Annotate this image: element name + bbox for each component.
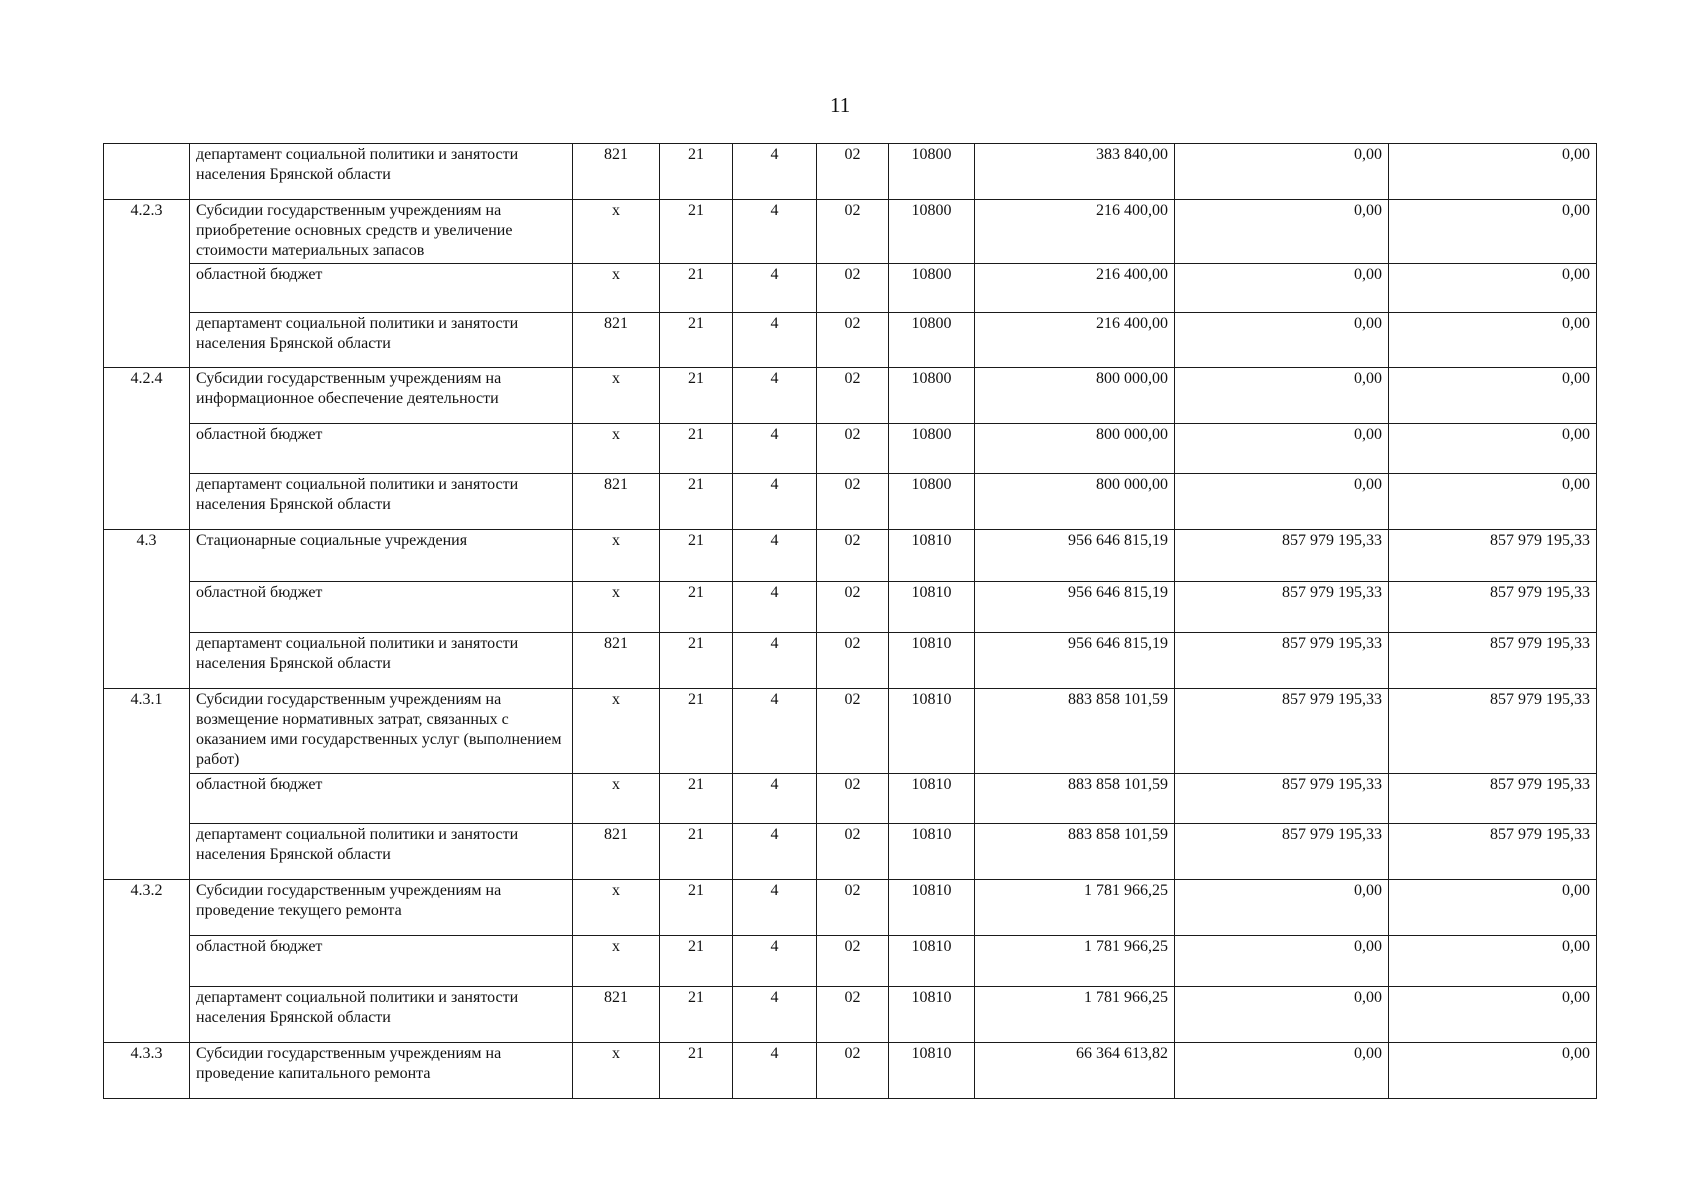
- table-row: [104, 689, 1597, 774]
- code-admin: 821: [573, 824, 660, 880]
- row-name: областной бюджет: [190, 264, 573, 313]
- amount-year-2: 0,00: [1175, 144, 1389, 200]
- amount-year-3: 0,00: [1389, 144, 1597, 200]
- code-subprogram: 02: [817, 987, 889, 1043]
- code-section: 21: [660, 530, 733, 582]
- table-row: [104, 936, 1597, 987]
- row-name: департамент социальной политики и занятости населения Брянской области: [190, 313, 573, 368]
- code-subprogram: 02: [817, 824, 889, 880]
- code-subsection: 4: [733, 313, 817, 368]
- table-row: [104, 424, 1597, 474]
- amount-year-1: 216 400,00: [975, 264, 1175, 313]
- amount-year-1: 1 781 966,25: [975, 936, 1175, 987]
- amount-year-3: 0,00: [1389, 313, 1597, 368]
- code-target: 10800: [889, 474, 975, 530]
- code-subsection: 4: [733, 144, 817, 200]
- code-subprogram: 02: [817, 936, 889, 987]
- code-section: 21: [660, 474, 733, 530]
- amount-year-3: 857 979 195,33: [1389, 824, 1597, 880]
- amount-year-1: 1 781 966,25: [975, 987, 1175, 1043]
- table-row: [104, 774, 1597, 824]
- amount-year-1: 1 781 966,25: [975, 880, 1175, 936]
- code-admin: х: [573, 264, 660, 313]
- table-row: [104, 880, 1597, 936]
- amount-year-2: 0,00: [1175, 424, 1389, 474]
- code-subprogram: 02: [817, 474, 889, 530]
- code-subprogram: 02: [817, 144, 889, 200]
- code-section: 21: [660, 987, 733, 1043]
- amount-year-1: 883 858 101,59: [975, 824, 1175, 880]
- amount-year-2: 0,00: [1175, 313, 1389, 368]
- code-subprogram: 02: [817, 200, 889, 264]
- code-section: 21: [660, 200, 733, 264]
- amount-year-1: 383 840,00: [975, 144, 1175, 200]
- code-section: 21: [660, 582, 733, 633]
- code-admin: 821: [573, 474, 660, 530]
- amount-year-3: 0,00: [1389, 936, 1597, 987]
- amount-year-1: 216 400,00: [975, 313, 1175, 368]
- row-number: 4.3.3: [104, 1043, 190, 1099]
- code-target: 10800: [889, 264, 975, 313]
- row-name: Субсидии государственным учреждениям на проведение капитального ремонта: [190, 1043, 573, 1099]
- amount-year-3: 0,00: [1389, 424, 1597, 474]
- code-admin: х: [573, 936, 660, 987]
- code-subsection: 4: [733, 689, 817, 774]
- code-subsection: 4: [733, 200, 817, 264]
- code-target: 10810: [889, 824, 975, 880]
- amount-year-1: 956 646 815,19: [975, 530, 1175, 582]
- amount-year-3: 857 979 195,33: [1389, 582, 1597, 633]
- row-number: 4.3: [104, 530, 190, 689]
- table-row: [104, 200, 1597, 264]
- amount-year-2: 0,00: [1175, 880, 1389, 936]
- code-admin: 821: [573, 144, 660, 200]
- amount-year-1: 800 000,00: [975, 368, 1175, 424]
- code-admin: 821: [573, 633, 660, 689]
- row-number: 4.3.1: [104, 689, 190, 880]
- amount-year-2: 0,00: [1175, 1043, 1389, 1099]
- code-admin: х: [573, 582, 660, 633]
- code-target: 10810: [889, 987, 975, 1043]
- row-name: департамент социальной политики и занятости населения Брянской области: [190, 474, 573, 530]
- code-subsection: 4: [733, 1043, 817, 1099]
- amount-year-2: 0,00: [1175, 200, 1389, 264]
- row-number: 4.3.2: [104, 880, 190, 1043]
- code-subprogram: 02: [817, 689, 889, 774]
- code-target: 10810: [889, 633, 975, 689]
- code-admin: х: [573, 424, 660, 474]
- code-subsection: 4: [733, 368, 817, 424]
- code-section: 21: [660, 264, 733, 313]
- row-name: Субсидии государственным учреждениям на информационное обеспечение деятельности: [190, 368, 573, 424]
- amount-year-2: 0,00: [1175, 474, 1389, 530]
- amount-year-2: 857 979 195,33: [1175, 530, 1389, 582]
- amount-year-2: 0,00: [1175, 936, 1389, 987]
- code-admin: х: [573, 774, 660, 824]
- amount-year-1: 800 000,00: [975, 424, 1175, 474]
- amount-year-1: 66 364 613,82: [975, 1043, 1175, 1099]
- table-row: [104, 474, 1597, 530]
- amount-year-3: 0,00: [1389, 200, 1597, 264]
- amount-year-1: 883 858 101,59: [975, 689, 1175, 774]
- amount-year-3: 857 979 195,33: [1389, 530, 1597, 582]
- row-name: департамент социальной политики и занятости населения Брянской области: [190, 987, 573, 1043]
- row-name: областной бюджет: [190, 424, 573, 474]
- page-number: 11: [830, 93, 851, 117]
- code-target: 10810: [889, 936, 975, 987]
- amount-year-3: 0,00: [1389, 987, 1597, 1043]
- table-row: [104, 824, 1597, 880]
- row-name: департамент социальной политики и занятости населения Брянской области: [190, 633, 573, 689]
- code-section: 21: [660, 689, 733, 774]
- code-subsection: 4: [733, 264, 817, 313]
- code-section: 21: [660, 880, 733, 936]
- code-section: 21: [660, 313, 733, 368]
- code-section: 21: [660, 144, 733, 200]
- budget-table: [103, 143, 1597, 1099]
- code-subprogram: 02: [817, 264, 889, 313]
- code-subprogram: 02: [817, 633, 889, 689]
- amount-year-2: 857 979 195,33: [1175, 689, 1389, 774]
- code-section: 21: [660, 633, 733, 689]
- table-body: [104, 144, 1597, 1099]
- code-target: 10810: [889, 689, 975, 774]
- code-admin: х: [573, 1043, 660, 1099]
- row-name: Субсидии государственным учреждениям на возмещение нормативных затрат, связанных с оказанием ими государственных услуг (выполнением работ): [190, 689, 573, 774]
- table-row: [104, 582, 1597, 633]
- amount-year-2: 0,00: [1175, 987, 1389, 1043]
- amount-year-3: 0,00: [1389, 368, 1597, 424]
- code-admin: х: [573, 530, 660, 582]
- amount-year-1: 956 646 815,19: [975, 582, 1175, 633]
- code-subprogram: 02: [817, 582, 889, 633]
- code-subsection: 4: [733, 582, 817, 633]
- code-target: 10800: [889, 144, 975, 200]
- row-name: Стационарные социальные учреждения: [190, 530, 573, 582]
- code-section: 21: [660, 824, 733, 880]
- code-target: 10800: [889, 200, 975, 264]
- code-target: 10800: [889, 424, 975, 474]
- code-admin: х: [573, 689, 660, 774]
- code-subprogram: 02: [817, 880, 889, 936]
- amount-year-1: 800 000,00: [975, 474, 1175, 530]
- amount-year-2: 0,00: [1175, 264, 1389, 313]
- code-target: 10810: [889, 774, 975, 824]
- code-section: 21: [660, 936, 733, 987]
- code-admin: х: [573, 880, 660, 936]
- table-row: [104, 987, 1597, 1043]
- row-name: Субсидии государственным учреждениям на приобретение основных средств и увеличение стоимости материальных запасов: [190, 200, 573, 264]
- code-subsection: 4: [733, 987, 817, 1043]
- code-subprogram: 02: [817, 530, 889, 582]
- amount-year-2: 857 979 195,33: [1175, 824, 1389, 880]
- row-number: 4.2.4: [104, 368, 190, 530]
- table-row: [104, 313, 1597, 368]
- amount-year-2: 857 979 195,33: [1175, 633, 1389, 689]
- amount-year-3: 0,00: [1389, 880, 1597, 936]
- amount-year-3: 0,00: [1389, 474, 1597, 530]
- amount-year-1: 883 858 101,59: [975, 774, 1175, 824]
- code-subprogram: 02: [817, 368, 889, 424]
- row-name: департамент социальной политики и занятости населения Брянской области: [190, 144, 573, 200]
- table-row: [104, 530, 1597, 582]
- code-admin: 821: [573, 313, 660, 368]
- table-row: [104, 368, 1597, 424]
- code-subsection: 4: [733, 880, 817, 936]
- code-subprogram: 02: [817, 774, 889, 824]
- amount-year-2: 0,00: [1175, 368, 1389, 424]
- amount-year-3: 857 979 195,33: [1389, 633, 1597, 689]
- code-subprogram: 02: [817, 313, 889, 368]
- code-target: 10810: [889, 582, 975, 633]
- row-number: [104, 144, 190, 200]
- code-subsection: 4: [733, 633, 817, 689]
- code-subsection: 4: [733, 774, 817, 824]
- row-name: областной бюджет: [190, 582, 573, 633]
- table-row: [104, 1043, 1597, 1099]
- code-target: 10810: [889, 530, 975, 582]
- row-name: областной бюджет: [190, 936, 573, 987]
- row-name: областной бюджет: [190, 774, 573, 824]
- amount-year-3: 857 979 195,33: [1389, 689, 1597, 774]
- code-subprogram: 02: [817, 1043, 889, 1099]
- code-subsection: 4: [733, 824, 817, 880]
- code-subsection: 4: [733, 530, 817, 582]
- amount-year-3: 0,00: [1389, 1043, 1597, 1099]
- row-number: 4.2.3: [104, 200, 190, 368]
- code-subprogram: 02: [817, 424, 889, 474]
- code-section: 21: [660, 424, 733, 474]
- code-target: 10810: [889, 880, 975, 936]
- amount-year-2: 857 979 195,33: [1175, 582, 1389, 633]
- code-subsection: 4: [733, 474, 817, 530]
- row-name: департамент социальной политики и занятости населения Брянской области: [190, 824, 573, 880]
- code-subsection: 4: [733, 936, 817, 987]
- code-subsection: 4: [733, 424, 817, 474]
- code-target: 10810: [889, 1043, 975, 1099]
- amount-year-1: 956 646 815,19: [975, 633, 1175, 689]
- row-name: Субсидии государственным учреждениям на проведение текущего ремонта: [190, 880, 573, 936]
- code-admin: х: [573, 368, 660, 424]
- code-section: 21: [660, 774, 733, 824]
- code-section: 21: [660, 1043, 733, 1099]
- amount-year-3: 857 979 195,33: [1389, 774, 1597, 824]
- table-row: [104, 264, 1597, 313]
- amount-year-2: 857 979 195,33: [1175, 774, 1389, 824]
- code-target: 10800: [889, 313, 975, 368]
- amount-year-1: 216 400,00: [975, 200, 1175, 264]
- code-admin: 821: [573, 987, 660, 1043]
- code-admin: х: [573, 200, 660, 264]
- code-target: 10800: [889, 368, 975, 424]
- table-row: [104, 144, 1597, 200]
- code-section: 21: [660, 368, 733, 424]
- table-row: [104, 633, 1597, 689]
- amount-year-3: 0,00: [1389, 264, 1597, 313]
